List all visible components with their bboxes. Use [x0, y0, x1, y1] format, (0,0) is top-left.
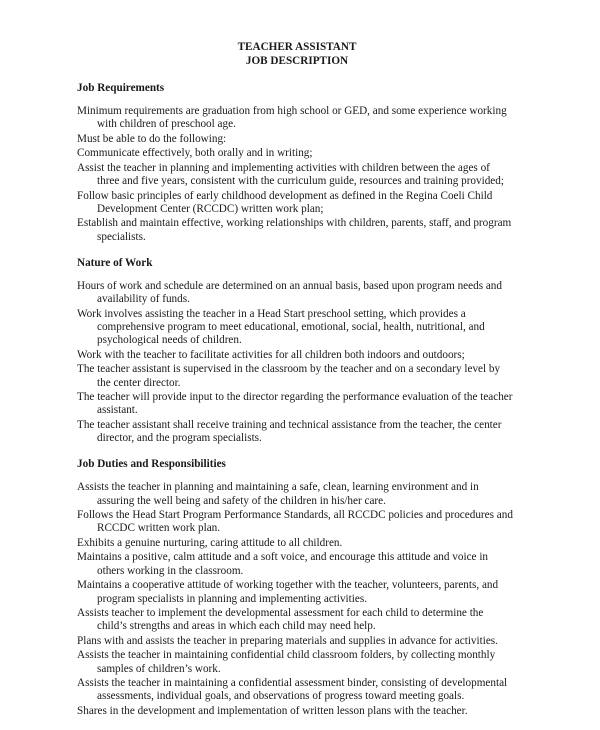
paragraph	[77, 349, 537, 362]
text-line: Assists teacher to implement the developmental assessment for each child to determine the	[77, 607, 484, 620]
text-line: Follows the Head Start Program Performance Standards, all RCCDC policies and procedures and	[77, 509, 513, 522]
text-line: with children of preschool age.	[97, 118, 236, 131]
paragraph	[77, 481, 537, 508]
text-line: the center director.	[97, 376, 181, 389]
paragraph	[77, 509, 537, 536]
text-line: psychological needs of children.	[97, 334, 242, 347]
text-line: Maintains a positive, calm attitude and a soft voice, and encourage this attitude and voice in	[77, 551, 489, 564]
text-line: Must be able to do the following:	[77, 132, 227, 145]
text-line: assistant.	[97, 404, 138, 417]
text-line: Exhibits a genuine nurturing, caring attitude to all children.	[77, 536, 343, 549]
text-line: Assists the teacher in maintaining a confidential assessment binder, consisting of developmental	[77, 677, 508, 690]
text-line: assuring the well being and safety of the children in his/her care.	[97, 494, 386, 507]
text-line: Communicate effectively, both orally and in writing;	[77, 147, 313, 160]
text-line: program specialists in planning and implementing activities.	[97, 592, 367, 605]
section-job-requirements	[77, 81, 537, 244]
section-job-duties-and-responsibilities	[77, 457, 537, 718]
paragraph	[77, 190, 537, 217]
text-line: specialists.	[97, 230, 146, 243]
text-line: Development Center (RCCDC) written work plan;	[97, 202, 324, 215]
paragraph	[77, 147, 537, 160]
text-line: samples of children’s work.	[97, 662, 221, 675]
text-line: comprehensive program to meet educational, emotional, social, health, nutritional, and	[97, 320, 485, 333]
text-line: Follow basic principles of early childhood development as defined in the Regina Coeli Child	[77, 189, 493, 202]
paragraph	[77, 105, 537, 132]
section-heading: Job Requirements	[77, 82, 165, 94]
text-line: child’s strengths and areas in which each child may need help.	[97, 620, 376, 633]
text-line: director, and the program specialists.	[97, 432, 262, 445]
text-line: Hours of work and schedule are determined on an annual basis, based upon program needs and	[77, 279, 502, 292]
text-line: three and five years, consistent with the curriculum guide, resources and training provided;	[97, 175, 504, 188]
title-line: TEACHER ASSISTANT	[237, 41, 357, 53]
text-line: Work involves assisting the teacher in a Head Start preschool setting, which provides a	[77, 307, 466, 320]
paragraph	[77, 391, 537, 418]
text-line: RCCDC written work plan.	[97, 522, 221, 535]
section-heading: Job Duties and Responsibilities	[77, 458, 226, 471]
text-line: The teacher will provide input to the director regarding the performance evaluation of the teacher	[77, 391, 513, 404]
text-line: Minimum requirements are graduation from high school or GED, and some experience working	[77, 105, 507, 117]
text-line: Assist the teacher in planning and implementing activities with children between the ages of	[77, 161, 490, 174]
paragraph	[77, 217, 537, 244]
document-title	[77, 40, 537, 68]
text-line: Assists the teacher in maintaining confidential child classroom folders, by collecting monthly	[77, 649, 496, 662]
text-line: Establish and maintain effective, working relationships with children, parents, staff, and program	[77, 217, 512, 230]
text-line: Work with the teacher to facilitate activities for all children both indoors and outdoors;	[77, 348, 465, 361]
paragraph	[77, 133, 537, 146]
text-line: assessments, individual goals, and observations of progress toward meeting goals.	[97, 690, 465, 703]
text-line: others working in the classroom.	[97, 564, 244, 577]
paragraph	[77, 649, 537, 676]
text-line: Shares in the development and implementation of written lesson plans with the teacher.	[77, 704, 468, 717]
paragraph	[77, 579, 537, 606]
document-page	[77, 40, 537, 726]
paragraph	[77, 537, 537, 550]
paragraph	[77, 280, 537, 307]
section-nature-of-work	[77, 256, 537, 446]
paragraph	[77, 551, 537, 578]
text-line: Plans with and assists the teacher in preparing materials and supplies in advance for activities.	[77, 634, 498, 647]
text-line: Maintains a cooperative attitude of working together with the teacher, volunteers, parents, and	[77, 579, 499, 592]
paragraph	[77, 308, 537, 348]
paragraph	[77, 363, 537, 390]
paragraph	[77, 705, 537, 718]
title-line: JOB DESCRIPTION	[245, 55, 349, 67]
document-body	[77, 81, 537, 718]
section-heading: Nature of Work	[77, 256, 153, 269]
text-line: The teacher assistant shall receive training and technical assistance from the teacher, the center	[77, 418, 502, 431]
text-line: availability of funds.	[97, 293, 190, 306]
text-line: The teacher assistant is supervised in the classroom by the teacher and on a secondary level by	[77, 363, 501, 376]
paragraph	[77, 677, 537, 704]
text-line: Assists the teacher in planning and maintaining a safe, clean, learning environment and in	[77, 481, 479, 494]
paragraph	[77, 419, 537, 446]
paragraph	[77, 162, 537, 189]
paragraph	[77, 635, 537, 648]
paragraph	[77, 607, 537, 634]
